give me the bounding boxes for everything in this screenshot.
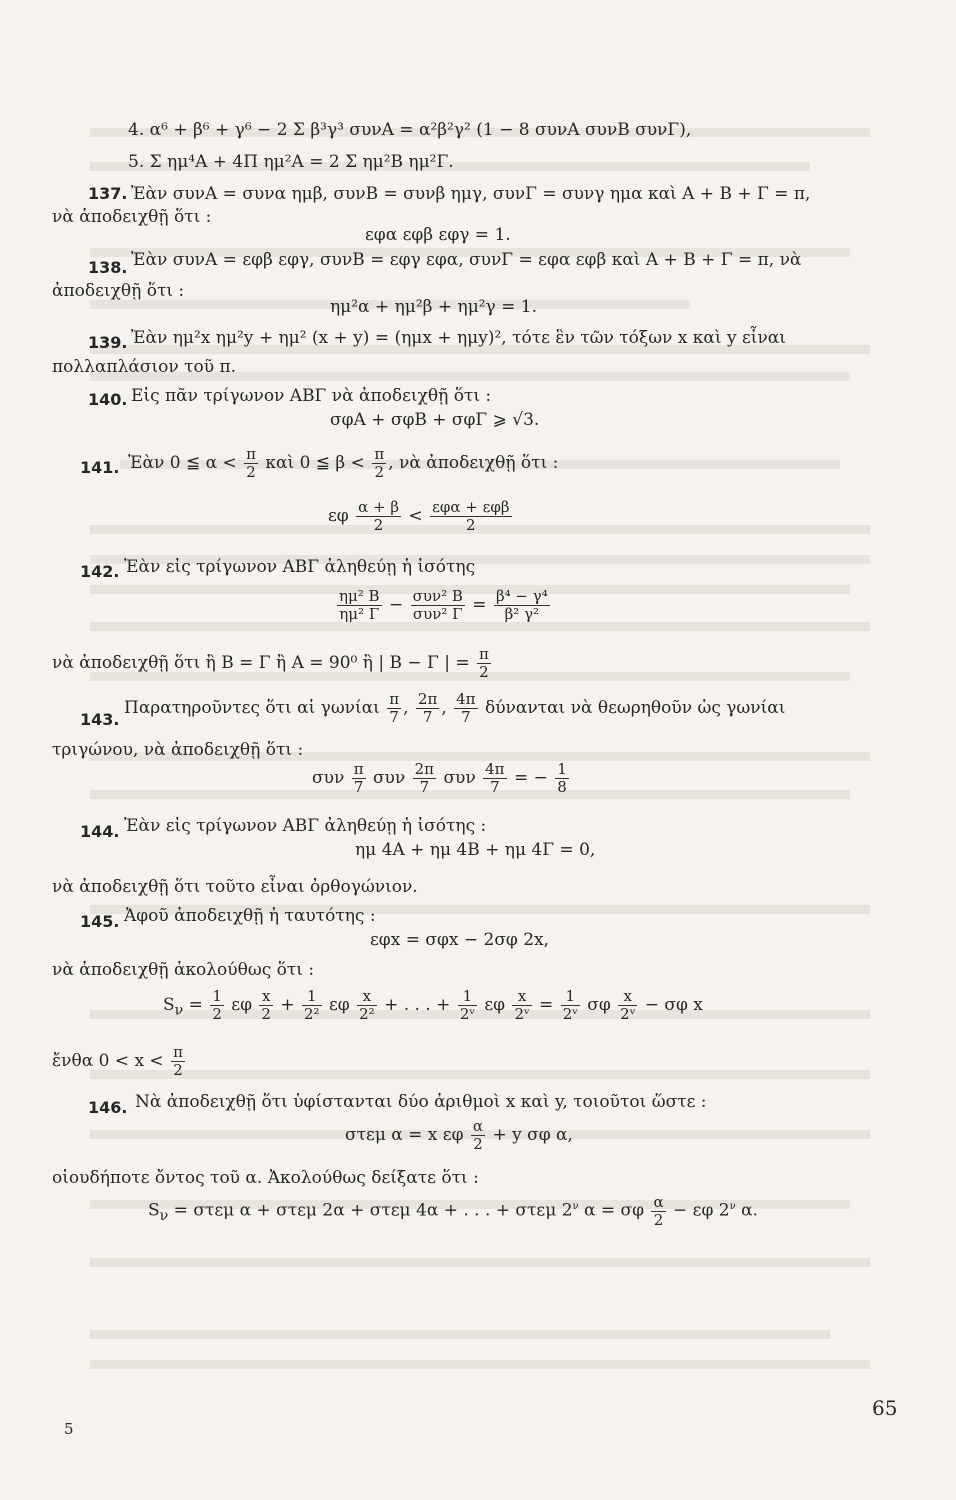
fraction-x-over-2nu [618, 988, 637, 1023]
exercise-142-number: 142. [80, 562, 120, 581]
exercise-143-formula [312, 758, 571, 798]
denominator: 2 [479, 663, 489, 681]
exercise-144-text: Ἐὰν εἰς τρίγωνον ABΓ ἀληθεύῃ ἡ ἰσότης : [124, 816, 487, 836]
denominator: 2 [373, 516, 384, 534]
numerator: β⁴ − γ⁴ [495, 587, 548, 605]
fraction-pi-over-2 [477, 646, 491, 681]
fraction-alpha-over-2 [471, 1118, 485, 1153]
fraction-2pi-over-7 [416, 691, 439, 726]
fraction-pi-over-2 [171, 1044, 185, 1079]
exercise-145-prompt: νὰ ἀποδειχθῇ ἀκολούθως ὅτι : [52, 960, 315, 980]
exercise-139-continuation: πολλαπλάσιον τοῦ π. [52, 357, 237, 377]
exercise-137-formula: εφα εφβ εφγ = 1. [365, 225, 511, 245]
exercise-137-text: Ἐὰν συνA = συνα ημβ, συνB = συνβ ημγ, συνΓ = συνγ ημα καὶ A + B + Γ = π, [131, 184, 811, 204]
fraction-one-over-4 [302, 988, 322, 1023]
exercise-143-prompt: τριγώνου, νὰ ἀποδειχθῇ ὅτι : [52, 740, 304, 760]
subscript-nu: ν [159, 1208, 169, 1225]
fraction-pi-over-7 [387, 691, 401, 726]
numerator: ημ² B [339, 587, 380, 605]
exercise-145-number: 145. [80, 912, 120, 931]
denominator: 2² [304, 1005, 320, 1023]
equals-cot: α = σφ [584, 1200, 645, 1221]
exercise-137-number: 137. [88, 184, 128, 203]
fraction-4pi-over-7 [483, 761, 506, 796]
exercise-142-formula [335, 583, 552, 627]
equals-minus: = − [513, 768, 548, 788]
numerator: εφα + εφβ [432, 498, 510, 516]
exercise-143-text [124, 688, 785, 728]
sum-symbol: S [163, 995, 175, 1015]
fraction-one-over-2nu [458, 988, 477, 1023]
exercise-146-formula [345, 1115, 573, 1155]
denominator: 2ᵛ [562, 1005, 578, 1023]
numerator: x [618, 988, 637, 1006]
fraction-one-over-2nu [561, 988, 580, 1023]
denominator: 7 [389, 708, 399, 726]
numerator: 2π [414, 760, 435, 778]
cos-symbol: συν [312, 768, 345, 788]
fraction-pi-over-2 [372, 446, 386, 481]
superscript-nu: ν [729, 1201, 736, 1212]
exercise-141-number: 141. [80, 458, 120, 477]
formula-end: α. [741, 1200, 758, 1221]
minus-tan: − εφ 2 [673, 1200, 730, 1221]
plus: + [280, 995, 295, 1015]
exercise-144-formula: ημ 4A + ημ 4B + ημ 4Γ = 0, [355, 840, 596, 860]
denominator: 7 [461, 708, 471, 726]
denominator: 2 [473, 1135, 483, 1153]
equals: = [539, 995, 554, 1015]
exercise-146-text: Νὰ ἀποδειχθῇ ὅτι ὑφίστανται δύο ἀριθμοὶ x καὶ y, τοιοῦτοι ὥστε : [135, 1092, 707, 1112]
exercise-138-number: 138. [88, 258, 128, 277]
denominator: συν² Γ [412, 605, 463, 623]
fraction-x-over-4 [357, 988, 377, 1023]
numerator: 4π [456, 690, 476, 708]
denominator: 2 [246, 463, 256, 481]
numerator: x [357, 988, 377, 1006]
denominator: β² γ² [504, 605, 540, 623]
exercise-137-prompt: νὰ ἀποδειχθῇ ὅτι : [52, 207, 212, 227]
exercise-140-text: Εἰς πᾶν τρίγωνον ABΓ νὰ ἀποδειχθῇ ὅτι : [131, 386, 492, 406]
denominator: ημ² Γ [339, 605, 380, 623]
exercise-142-text: Ἐὰν εἰς τρίγωνον ABΓ ἀληθεύῃ ἡ ἰσότης [124, 557, 476, 577]
subscript-nu: ν [174, 1002, 184, 1019]
exercise-142-prompt: νὰ ἀποδειχθῇ ὅτι ἢ B = Γ ἢ A = 90⁰ ἢ | B − Γ | = [52, 653, 470, 673]
exercise-144-number: 144. [80, 822, 120, 841]
exercise-145-domain [52, 1041, 187, 1081]
tail-term: − σφ x [644, 995, 703, 1015]
formula-end: + y σφ α, [492, 1125, 573, 1145]
numerator: x [512, 988, 531, 1006]
fraction-pi-over-2 [244, 446, 258, 481]
exercise-143-claim: δύνανται νὰ θεωρηθοῦν ὡς γωνίαι [484, 698, 786, 718]
numerator: π [173, 1043, 183, 1061]
exercise-145-sum-formula [163, 983, 703, 1032]
denominator: 2 [653, 1210, 664, 1229]
fraction-pi-over-7 [352, 761, 366, 796]
numerator: 4π [485, 760, 505, 778]
sum-symbol: S [148, 1200, 160, 1221]
denominator: 2 [173, 1061, 183, 1079]
denominator: 2 [212, 1005, 222, 1023]
numerator: 1 [561, 988, 580, 1006]
numerator: 1 [458, 988, 477, 1006]
exercise-139-number: 139. [88, 333, 128, 352]
exercise-141-alpha-range: Ἐὰν 0 ≦ α < [128, 453, 237, 473]
exercise-145-identity: εφx = σφx − 2σφ 2x, [370, 930, 550, 950]
equals: = [188, 995, 203, 1015]
exercise-138-formula: ημ²α + ημ²β + ημ²γ = 1. [330, 297, 537, 317]
exercise-144-conclusion: νὰ ἀποδειχθῇ ὅτι τοῦτο εἶναι ὀρθογώνιον. [52, 877, 418, 897]
fraction-one-over-2 [210, 988, 224, 1023]
comma: , [441, 698, 447, 718]
numerator: 1 [212, 987, 222, 1005]
exercise-140-number: 140. [88, 390, 128, 409]
tan-symbol: εφ [484, 995, 506, 1015]
denominator: 2 [374, 463, 385, 481]
cot-symbol: σφ [587, 995, 611, 1015]
formula-4: 4. α⁶ + β⁶ + γ⁶ − 2 Σ β³γ³ συνA = α²β²γ² (1 − 8 συνA συνB συνΓ), [128, 120, 692, 140]
exercise-142-conclusion [52, 643, 493, 683]
fraction-side-ratio [494, 588, 550, 623]
fraction-x-over-2 [259, 988, 273, 1023]
fraction-sin-ratio [337, 588, 382, 623]
exercise-143-number: 143. [80, 710, 120, 729]
fraction-2pi-over-7 [413, 761, 436, 796]
sum-terms: = στεμ α + στεμ 2α + στεμ 4α + . . . + στεμ 2 [173, 1200, 573, 1221]
fraction-cos-ratio [411, 588, 465, 623]
denominator: 2ᵛ [620, 1005, 636, 1023]
numerator: π [246, 445, 256, 463]
superscript-nu: ν [572, 1201, 579, 1212]
denominator: 7 [490, 778, 500, 796]
numerator: α [472, 1117, 484, 1135]
comma: , [403, 698, 409, 718]
numerator: 1 [557, 760, 567, 778]
numerator: π [374, 445, 385, 463]
cos-symbol: συν [372, 768, 406, 788]
denominator: 8 [557, 778, 567, 796]
fraction-half-sum [356, 499, 401, 534]
domain-text: ἔνθα 0 < x < [52, 1051, 164, 1071]
numerator: 2π [417, 690, 438, 708]
exercise-146-number: 146. [88, 1098, 128, 1117]
denominator: 2² [359, 1005, 375, 1023]
exercise-138-prompt: ἀποδειχθῇ ὅτι : [52, 281, 185, 301]
tan-symbol: εφ [231, 995, 252, 1015]
fraction-one-over-8 [555, 761, 569, 796]
formula-5: 5. Σ ημ⁴A + 4Π ημ²A = 2 Σ ημ²B ημ²Γ. [128, 152, 454, 172]
exercise-145-text: Ἀφοῦ ἀποδειχθῇ ἡ ταυτότης : [124, 906, 376, 926]
exercise-139-text: Ἐὰν ημ²x ημ²y + ημ² (x + y) = (ημx + ημy)², τότε ἓν τῶν τόξων x καὶ y εἶναι [131, 328, 786, 348]
denominator: 2 [466, 516, 476, 534]
denominator: 2 [261, 1005, 271, 1023]
exercise-143-intro: Παρατηροῦντες ὅτι αἱ γωνίαι [124, 698, 380, 718]
fraction-4pi-over-7 [454, 691, 477, 726]
tan-symbol: εφ [328, 506, 349, 526]
numerator: π [389, 690, 400, 708]
denominator: 2ᵛ [459, 1005, 475, 1023]
exercise-146-sum-formula [148, 1187, 758, 1236]
exercise-141-condition [128, 443, 558, 483]
fraction-x-over-2nu [512, 988, 531, 1023]
denominator: 7 [422, 708, 433, 726]
exercise-140-formula: σφA + σφB + σφΓ ⩾ √3. [330, 410, 540, 430]
minus: − [388, 595, 404, 615]
numerator: α [653, 1192, 664, 1211]
numerator: π [479, 645, 489, 663]
exercise-141-formula [328, 496, 514, 536]
less-than: < [408, 506, 423, 526]
numerator: 1 [302, 988, 322, 1006]
denominator: 7 [419, 778, 430, 796]
fraction-alpha-over-2 [651, 1194, 665, 1229]
numerator: x [259, 988, 273, 1006]
numerator: π [353, 760, 364, 778]
ellipsis: + . . . + [384, 995, 451, 1015]
tan-symbol: εφ [328, 995, 350, 1015]
numerator: α + β [358, 498, 400, 516]
exercise-141-beta-range: καὶ 0 ≦ β < [265, 453, 365, 473]
signature-mark: 5 [64, 1420, 74, 1438]
exercise-141-prompt: , νὰ ἀποδειχθῇ ὅτι : [388, 453, 559, 473]
denominator: 2ᵛ [514, 1005, 530, 1023]
fraction-tan-average [430, 499, 511, 534]
exercise-146-prompt: οἱουδήποτε ὄντος τοῦ α. Ἀκολούθως δείξατε ὅτι : [52, 1168, 479, 1188]
cos-symbol: συν [443, 768, 476, 788]
denominator: 7 [353, 778, 364, 796]
page-number: 65 [872, 1396, 898, 1420]
equals: = [472, 595, 487, 615]
numerator: συν² B [412, 587, 463, 605]
formula-start: στεμ α = x εφ [345, 1125, 464, 1145]
exercise-138-text: Ἐὰν συνA = εφβ εφγ, συνB = εφγ εφα, συνΓ = εφα εφβ καὶ A + B + Γ = π, νὰ [131, 250, 802, 270]
